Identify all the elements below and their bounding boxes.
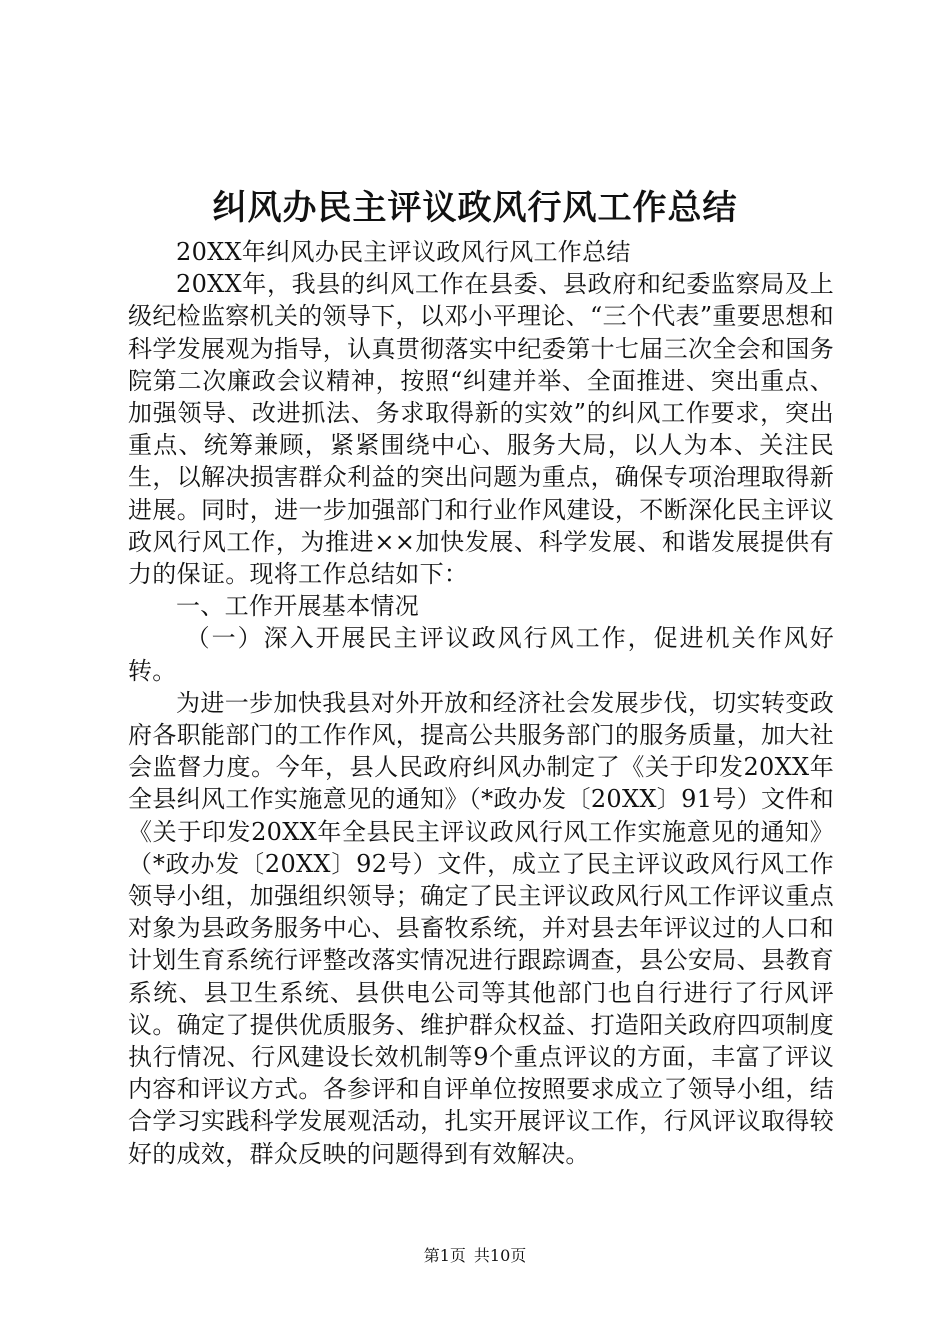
document-title: 纠风办民主评议政风行风工作总结 (212, 188, 738, 228)
body-paragraph: 为进一步加快我县对外开放和经济社会发展步伐，切实转变政府各职能部门的工作作风，提高公共服务部门的服务质量，加大社会监督力度。今年，县人民政府纠风办制定了《关于印发20XX年全县纠风工作实施意见的通知》（*政办发〔20XX〕91号）文件和《关于印发20XX年全县民主评议政风行风工作实施意见的通知》（*政办发〔20XX〕92号）文件，成立了民主评议政风行风工作领导小组，加强组织领导；确定了民主评议政风行风工作评议重点对象为县政务服务中心、县畜牧系统，并对县去年评议过的人口和计划生育系统行评整改落实情况进行跟踪调查，县公安局、县教育系统、县卫生系统、县供电公司等其他部门也自行进行了行风评议。确定了提供优质服务、维护群众权益、打造阳关政府四项制度执行情况、行风建设长效机制等9个重点评议的方面，丰富了评议内容和评议方式。各参评和自评单位按照要求成立了领导小组，结合学习实践科学发展观活动，扎实开展评议工作，行风评议取得较好的成效，群众反映的问题得到有效解决。 (128, 688, 834, 1168)
page-number: 第1页 (423, 1246, 466, 1265)
page-total: 共10页 (473, 1246, 527, 1265)
section-heading: 一、工作开展基本情况 (176, 592, 419, 621)
intro-paragraph: 20XX年，我县的纠风工作在县委、县政府和纪委监察局及上级纪检监察机关的领导下，以邓小平理论、“三个代表”重要思想和科学发展观为指导，认真贯彻落实中纪委第十七届三次全会和国务院第二次廉政会议精神，按照“纠建并举、全面推进、突出重点、加强领导、改进抓法、务求取得新的实效”的纠风工作要求，突出重点、统筹兼顾，紧紧围绕中心、服务大局，以人为本、关注民生，以解决损害群众利益的突出问题为重点，确保专项治理取得新进展。同时，进一步加强部门和行业作风建设，不断深化民主评议政风行风工作，为推进××加快发展、科学发展、和谐发展提供有力的保证。现将工作总结如下： (128, 270, 834, 589)
document-body (128, 236, 834, 1170)
page-footer (0, 1244, 950, 1268)
subsection-heading: （一）深入开展民主评议政风行风工作，促进机关作风好转。 (128, 624, 834, 685)
document-subtitle: 20XX年纠风办民主评议政风行风工作总结 (176, 238, 631, 266)
